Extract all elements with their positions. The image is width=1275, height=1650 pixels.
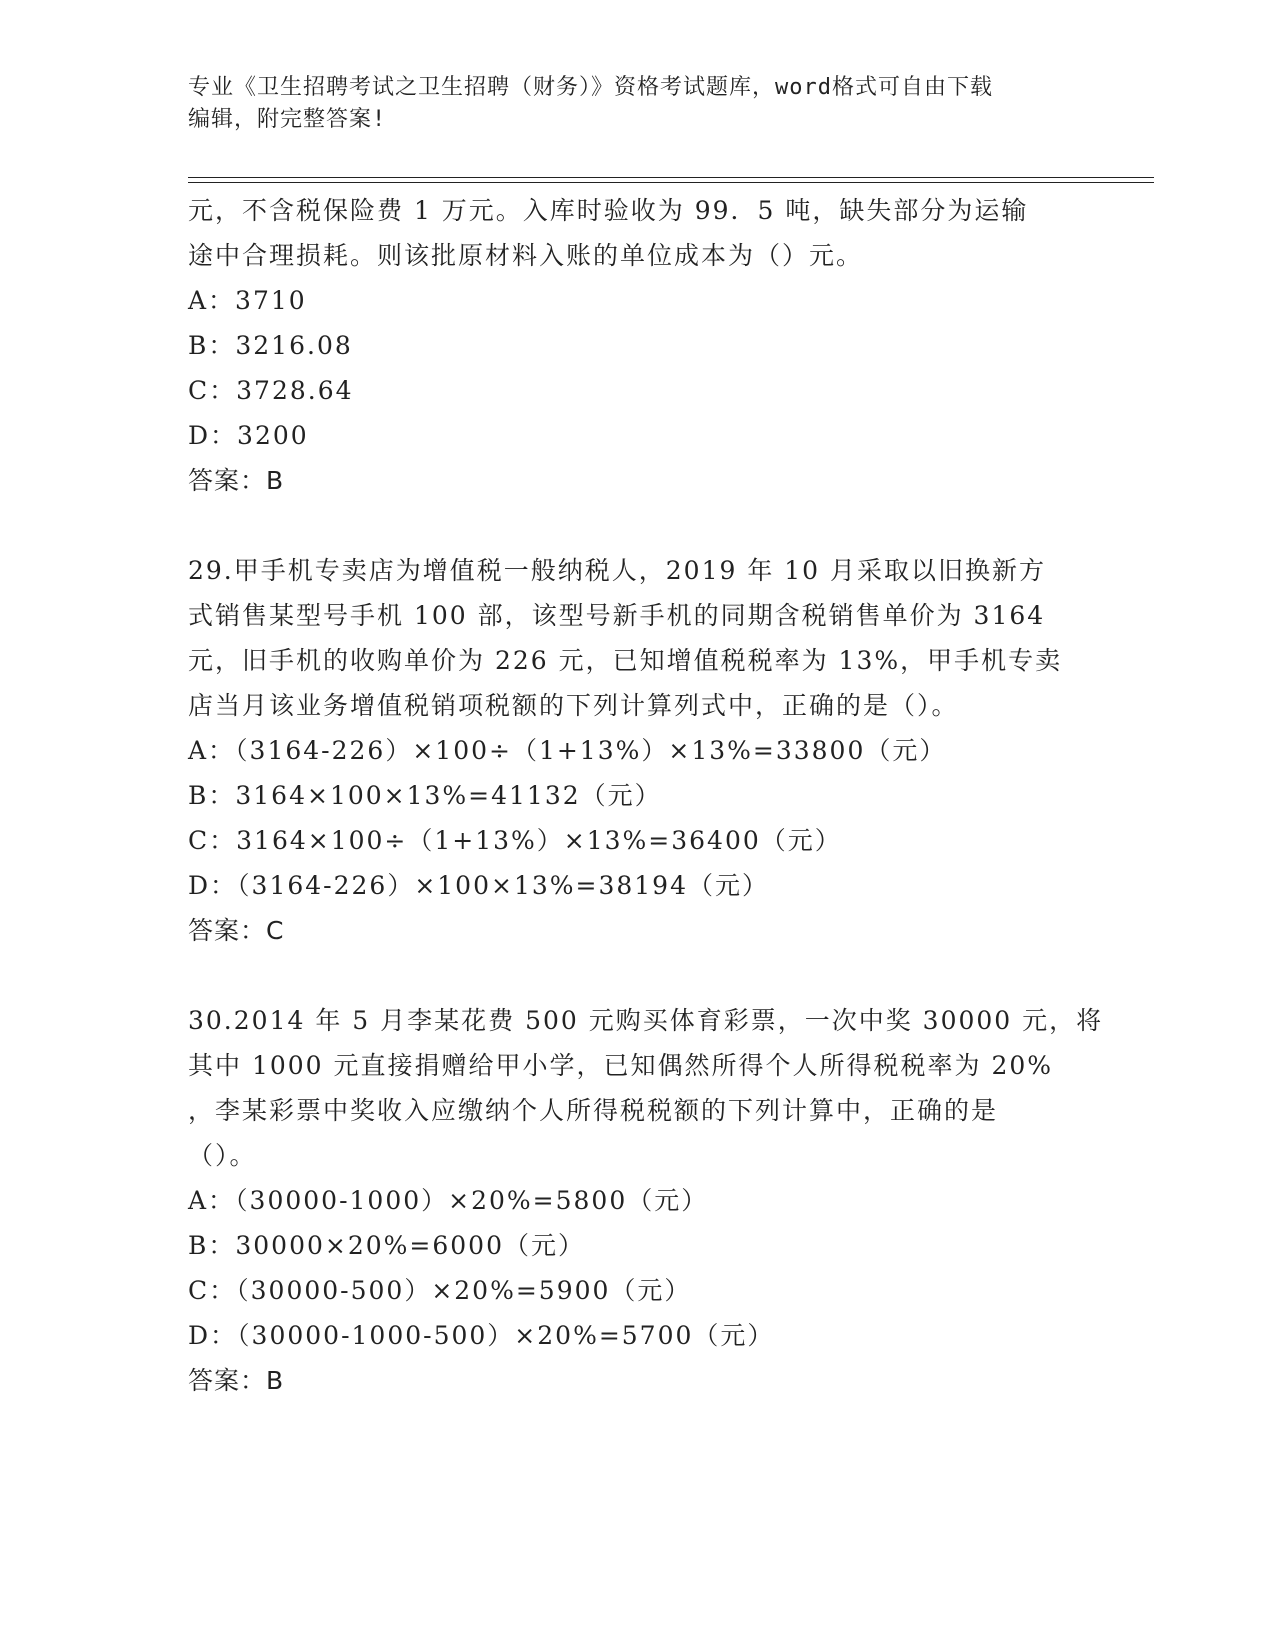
answer-line: 答案：B bbox=[188, 466, 285, 495]
question-stem-line: 式销售某型号手机 100 部，该型号新手机的同期含税销售单价为 3164 bbox=[188, 601, 1046, 630]
option-d: D：（3164-226）×100×13%=38194（元） bbox=[188, 871, 769, 900]
question-stem-line: 29.甲手机专卖店为增值税一般纳税人，2019 年 10 月采取以旧换新方 bbox=[188, 556, 1047, 585]
question-stem-line: 元，旧手机的收购单价为 226 元，已知增值税税率为 13%，甲手机专卖 bbox=[188, 646, 1063, 675]
header-title-line-1: 专业《卫生招聘考试之卫生招聘（财务）》资格考试题库，word格式可自由下载 bbox=[188, 75, 993, 100]
option-c: C：3728.64 bbox=[188, 376, 354, 405]
option-c: C：（30000-500）×20%=5900（元） bbox=[188, 1276, 692, 1305]
option-d: D：（30000-1000-500）×20%=5700（元） bbox=[188, 1321, 775, 1350]
option-b: B：30000×20%=6000（元） bbox=[188, 1231, 585, 1260]
question-stem-line: 店当月该业务增值税销项税额的下列计算列式中，正确的是（）。 bbox=[188, 691, 959, 720]
option-b: B：3216.08 bbox=[188, 331, 353, 360]
option-a: A：（30000-1000）×20%=5800（元） bbox=[188, 1186, 709, 1215]
header-title-line-2: 编辑，附完整答案! bbox=[188, 107, 387, 132]
option-c: C：3164×100÷（1+13%）×13%=36400（元） bbox=[188, 826, 842, 855]
header-divider-top bbox=[188, 177, 1154, 178]
question-stem-line: 元，不含税保险费 1 万元。入库时验收为 99．5 吨，缺失部分为运输 bbox=[188, 196, 1029, 225]
question-stem-line: 其中 1000 元直接捐赠给甲小学，已知偶然所得个人所得税税率为 20% bbox=[188, 1051, 1054, 1080]
question-28 bbox=[188, 188, 1088, 503]
question-30 bbox=[188, 998, 1104, 1403]
document-header bbox=[188, 72, 1088, 136]
answer-line: 答案：B bbox=[188, 1366, 285, 1395]
question-stem-line: ，李某彩票中奖收入应缴纳个人所得税税额的下列计算中，正确的是 bbox=[188, 1096, 999, 1125]
option-b: B：3164×100×13%=41132（元） bbox=[188, 781, 662, 810]
question-stem-line: 途中合理损耗。则该批原材料入账的单位成本为（）元。 bbox=[188, 241, 864, 270]
option-d: D：3200 bbox=[188, 421, 309, 450]
question-29 bbox=[188, 548, 1088, 953]
spacer bbox=[188, 953, 1088, 998]
spacer bbox=[188, 503, 1088, 548]
option-a: A：3710 bbox=[188, 286, 307, 315]
option-a: A：（3164-226）×100÷（1+13%）×13%=33800（元） bbox=[188, 736, 947, 765]
question-stem-line: 30.2014 年 5 月李某花费 500 元购买体育彩票，一次中奖 30000 元，将 bbox=[188, 1006, 1104, 1035]
question-stem-line: （）。 bbox=[188, 1141, 257, 1170]
header-divider-bottom bbox=[188, 182, 1154, 183]
answer-line: 答案：C bbox=[188, 916, 285, 945]
question-list bbox=[188, 188, 1104, 1403]
